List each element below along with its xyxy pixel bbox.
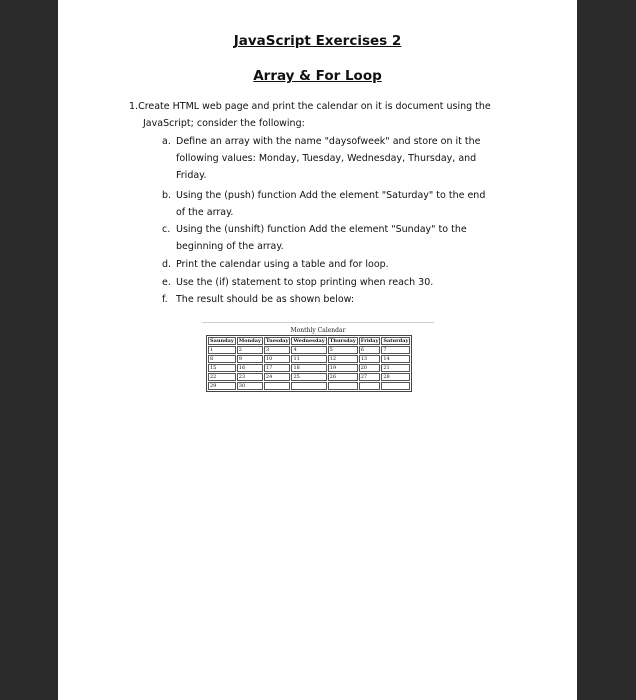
calendar-day-cell: 29 [208, 382, 236, 390]
item-d-line-1: Print the calendar using a table and for loop. [176, 259, 389, 270]
item-b-line-2: of the array. [176, 207, 234, 218]
calendar-day-cell: 6 [359, 346, 381, 354]
calendar-header-cell: Saturday [383, 338, 409, 344]
calendar-day-cell [291, 382, 326, 390]
question-line-1: 1.Create HTML web page and print the calendar on it is document using the [129, 101, 491, 112]
calendar-day-cell: 22 [208, 373, 236, 381]
calendar-day-cell: 19 [328, 364, 358, 372]
calendar-day-cell: 10 [264, 355, 291, 363]
calendar-day-cell: 1 [208, 346, 236, 354]
table-row [208, 382, 410, 390]
calendar-header-row [208, 337, 410, 345]
calendar-header-cell: Friday [360, 338, 379, 344]
item-f-label: f. [162, 294, 168, 305]
calendar-day-cell: 7 [381, 346, 410, 354]
calendar-caption: Monthly Calendar [290, 327, 346, 334]
calendar-day-cell: 21 [381, 364, 410, 372]
calendar-day-cell: 23 [237, 373, 263, 381]
item-c-line-2: beginning of the array. [176, 241, 284, 252]
item-a-line-3: Friday. [176, 170, 207, 181]
calendar-header-cell: Wednesday [293, 338, 325, 344]
calendar-day-cell [328, 382, 358, 390]
calendar-day-cell: 3 [264, 346, 291, 354]
item-d-label: d. [162, 259, 172, 270]
calendar-day-cell [381, 382, 410, 390]
calendar-day-cell: 15 [208, 364, 236, 372]
calendar-day-cell: 26 [328, 373, 358, 381]
item-e-label: e. [162, 277, 171, 288]
calendar-day-cell: 14 [381, 355, 410, 363]
table-row [208, 346, 410, 354]
item-a-line-1: Define an array with the name "daysofweek" and store on it the [176, 136, 481, 147]
calendar-example [202, 322, 434, 392]
calendar-table [206, 335, 412, 392]
calendar-day-cell: 25 [291, 373, 326, 381]
calendar-day-cell: 9 [237, 355, 263, 363]
calendar-day-cell: 20 [359, 364, 381, 372]
item-c-line-1: Using the (unshift) function Add the element "Sunday" to the [176, 224, 467, 235]
calendar-day-cell: 2 [237, 346, 263, 354]
calendar-day-cell: 30 [237, 382, 263, 390]
calendar-day-cell: 17 [264, 364, 291, 372]
table-row [208, 364, 410, 372]
calendar-day-cell: 4 [291, 346, 326, 354]
calendar-day-cell: 5 [328, 346, 358, 354]
item-a-label: a. [162, 136, 171, 147]
item-e-line-1: Use the (if) statement to stop printing when reach 30. [176, 277, 434, 288]
item-a-line-2: following values: Monday, Tuesday, Wednesday, Thursday, and [176, 153, 477, 164]
calendar-day-cell: 8 [208, 355, 236, 363]
calendar-day-cell: 12 [328, 355, 358, 363]
table-row [208, 355, 410, 363]
question-line-2: JavaScript; consider the following: [143, 118, 305, 129]
item-b-label: b. [162, 190, 172, 201]
page-subtitle: Array & For Loop [253, 68, 382, 84]
calendar-header-cell: Saunday [210, 338, 234, 344]
calendar-day-cell: 28 [381, 373, 410, 381]
calendar-day-cell: 18 [291, 364, 326, 372]
table-row [208, 373, 410, 381]
calendar-day-cell: 16 [237, 364, 263, 372]
calendar-day-cell: 24 [264, 373, 291, 381]
calendar-day-cell: 13 [359, 355, 381, 363]
item-b-line-1: Using the (push) function Add the element "Saturday" to the end [176, 190, 486, 201]
page-title: JavaScript Exercises 2 [233, 33, 402, 49]
calendar-day-cell [264, 382, 291, 390]
calendar-day-cell: 27 [359, 373, 381, 381]
calendar-header-cell: Tuesday [265, 338, 289, 344]
calendar-header-cell: Thursday [329, 338, 356, 344]
calendar-day-cell [359, 382, 381, 390]
calendar-day-cell: 11 [291, 355, 326, 363]
item-f-line-1: The result should be as shown below: [176, 294, 355, 305]
document-page [58, 0, 577, 700]
calendar-header-cell: Monday [238, 338, 261, 344]
item-c-label: c. [162, 224, 171, 235]
